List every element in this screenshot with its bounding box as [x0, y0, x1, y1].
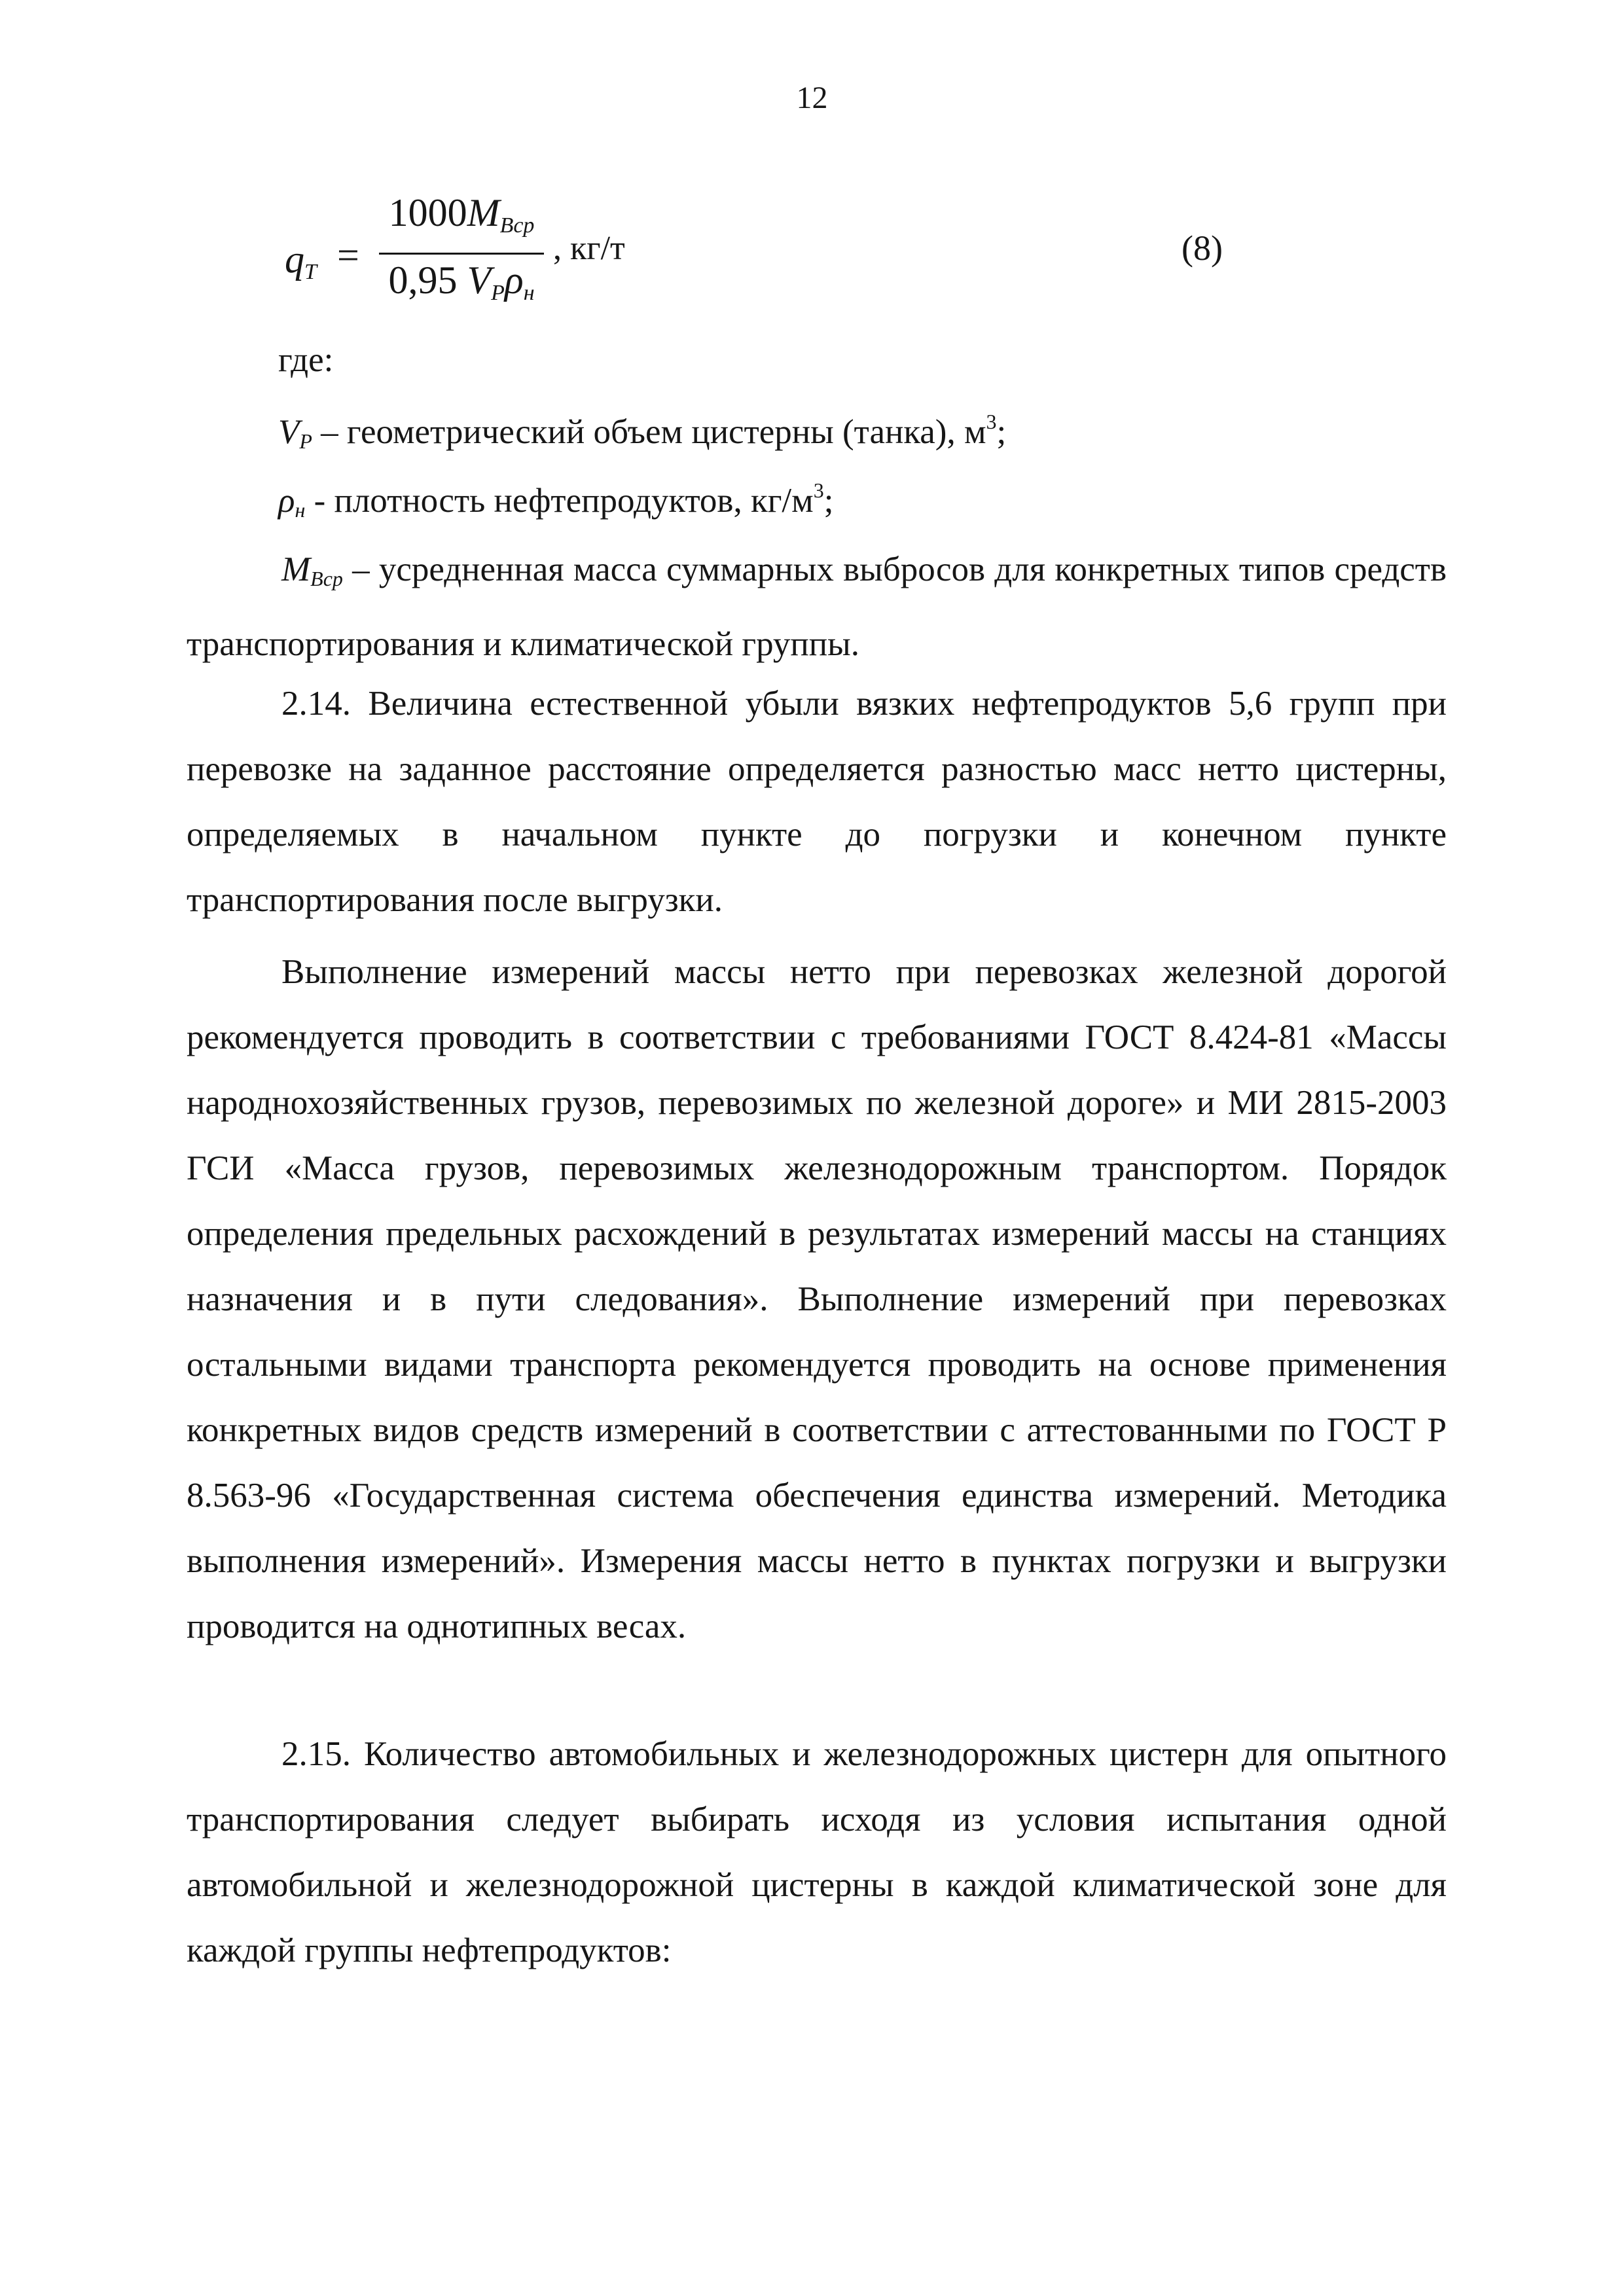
paragraph-2-14: 2.14. Величина естественной убыли вязких нефтепродуктов 5,6 групп при перевозке на заданное расстояние определяется разностью масс нетто цистерны, определяемых в начальном пункте до погрузки и конечном пункте транспортирования после выгрузки. [187, 685, 1447, 919]
equation-number: (8) [1182, 228, 1223, 268]
formula-equals: = [337, 234, 359, 277]
paragraph-measurements: Выполнение измерений массы нетто при перевозках железной дорогой рекомендуется проводить в соответствии с требованиями ГОСТ 8.424-81 «Массы народнохозяйственных грузов, перевозимых по железной дороге» и МИ 2815-2003 ГСИ «Масса грузов, перевозимых железнодорожным транспортом. Порядок определения предельных расхождений в результатах измерений массы на станциях назначения и в пути следования». Выполнение измерений при перевозках остальными видами транспорта рекомендуется проводить на основе применения конкретных видов средств измерений в соответствии с аттестованными по ГОСТ Р 8.563-96 «Государственная система обеспечения единства измерений. Методика выполнения измерений». Измерения массы нетто в пунктах погрузки и выгрузки проводится на однотипных весах. [187, 953, 1447, 1645]
page-number: 12 [796, 81, 828, 115]
definition-mbcp: $M_{Bcp}$ – усредненная масса суммарных выбросов для конкретных типов средств транспортирования и климатической группы. [187, 550, 1447, 663]
where-label: где: [278, 341, 334, 379]
definition-rho: $\rho_н$ - плотность нефтепродуктов, $кг/м^3$; [278, 478, 834, 522]
formula-fraction [376, 190, 547, 316]
definition-vp: $V_P$ – геометрический объем цистерны (танка), $м^3$; [278, 410, 1007, 453]
formula-unit: , кг/т [553, 230, 625, 267]
formula-lhs: $q_T$ [285, 238, 317, 284]
formula-8 [265, 190, 1247, 321]
formula-denominator: 0,95 $V_P\rho_н$ [388, 259, 535, 305]
formula-numerator: $1000M_{Bcp}$ [388, 191, 535, 238]
paragraph-2-15: 2.15. Количество автомобильных и железнодорожных цистерн для опытного транспортирования следует выбирать исходя из условия испытания одной автомобильной и железнодорожной цистерны в каждой климатической зоне для каждой группы нефтепродуктов: [187, 1735, 1447, 1969]
